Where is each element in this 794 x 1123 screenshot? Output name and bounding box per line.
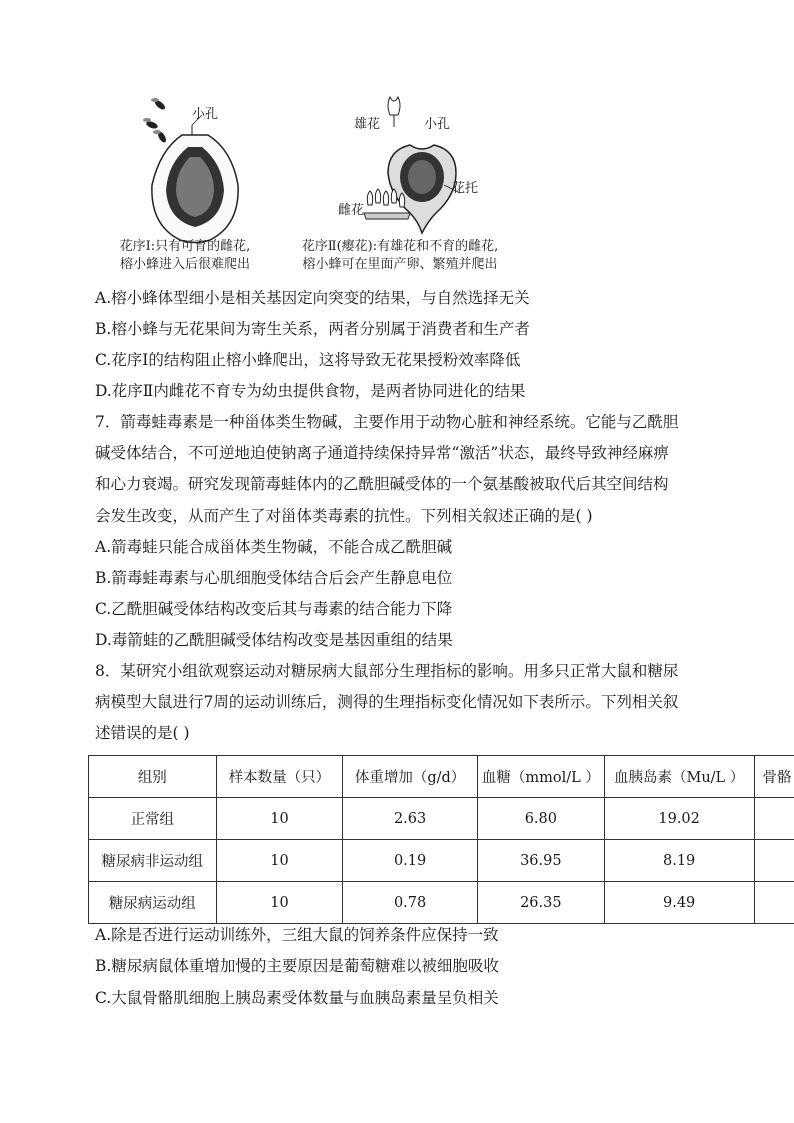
- q6-option-b: B.榕小蜂与无花果间为寄生关系，两者分别属于消费者和生产者: [95, 320, 530, 338]
- table-header-cell: 组别: [89, 756, 217, 798]
- female-flower-label: 雌花: [338, 203, 365, 218]
- figure-2-caption: [290, 238, 510, 274]
- table-cell: 糖尿病非运动组: [89, 840, 217, 882]
- q8-option-b: B.糖尿病鼠体重增加慢的主要原因是葡萄糖难以被细胞吸收: [95, 957, 499, 975]
- caption-line: 花序Ⅱ(瘿花):有雄花和不育的雌花,: [301, 239, 499, 254]
- q7-option-c: C.乙酰胆碱受体结构改变后其与毒素的结合能力下降: [95, 600, 453, 618]
- q8-stem-line: 8．某研究小组欲观察运动对糖尿病大鼠部分生理指标的影响。用多只正常大鼠和糖尿: [95, 662, 679, 680]
- q8-option-c: C.大鼠骨骼肌细胞上胰岛素受体数量与血胰岛素量呈负相关: [95, 989, 499, 1007]
- q7-option-b: B.箭毒蛙毒素与心肌细胞受体结合后会产生静息电位: [95, 569, 453, 587]
- table-cell: [754, 798, 794, 840]
- male-flower-icon: [388, 97, 400, 127]
- table-header-cell: 骨骼: [754, 756, 794, 798]
- table-cell: 19.02: [604, 798, 754, 840]
- q7-stem-line: 和心力衰竭。研究发现箭毒蛙体内的乙酰胆碱受体的一个氨基酸被取代后其空间结构: [95, 475, 669, 493]
- q7-option-d: D.毒箭蛙的乙酰胆碱受体结构改变是基因重组的结果: [95, 631, 453, 649]
- table-cell: 糖尿病运动组: [89, 882, 217, 924]
- figure-inflorescence-1: [120, 95, 290, 245]
- figure-inflorescence-2: [340, 95, 520, 245]
- q7-stem-line: 会发生改变，从而产生了对甾体类毒素的抗性。下列相关叙述正确的是( ): [95, 507, 593, 525]
- q6-option-d: D.花序Ⅱ内雌花不育专为幼虫提供食物，是两者协同进化的结果: [95, 382, 526, 400]
- table-cell: 9.49: [604, 882, 754, 924]
- table-row: [89, 798, 794, 840]
- q8-option-a: A.除是否进行运动训练外，三组大鼠的饲养条件应保持一致: [95, 926, 499, 944]
- hole-label: 小孔: [192, 107, 219, 122]
- wasp-icon: [143, 98, 168, 144]
- q8-stem-line: 述错误的是( ): [95, 724, 190, 742]
- table-cell: [754, 840, 794, 882]
- q6-option-a: A.榕小蜂体型细小是相关基因定向突变的结果，与自然选择无关: [95, 289, 530, 307]
- results-table: [88, 755, 794, 924]
- table-header-cell: 样本数量（只）: [216, 756, 343, 798]
- table-cell: 10: [216, 840, 343, 882]
- table-cell: 36.95: [477, 840, 604, 882]
- receptacle-label: 花托: [452, 181, 479, 196]
- table-header-row: [89, 756, 794, 798]
- table-cell: [754, 882, 794, 924]
- table-cell: 6.80: [477, 798, 604, 840]
- q8-stem-line: 病模型大鼠进行7周的运动训练后，测得的生理指标变化情况如下表所示。下列相关叙: [95, 693, 679, 711]
- hole-label: 小孔: [424, 117, 451, 132]
- table-cell: 正常组: [89, 798, 217, 840]
- table-header-cell: 血糖（mmol/L ）: [477, 756, 604, 798]
- table-cell: 0.78: [343, 882, 478, 924]
- q7-option-a: A.箭毒蛙只能合成甾体类生物碱，不能合成乙酰胆碱: [95, 538, 453, 556]
- table-cell: 26.35: [477, 882, 604, 924]
- q6-option-c: C.花序Ⅰ的结构阻止榕小蜂爬出，这将导致无花果授粉效率降低: [95, 351, 521, 369]
- table-header-cell: 体重增加（g/d）: [343, 756, 478, 798]
- table-header-cell: 血胰岛素（Mu/L ）: [604, 756, 754, 798]
- caption-line: 榕小蜂进入后很难爬出: [119, 257, 250, 272]
- table-cell: 2.63: [343, 798, 478, 840]
- table-cell: 10: [216, 882, 343, 924]
- table-cell: 0.19: [343, 840, 478, 882]
- caption-line: 榕小蜂可在里面产卵、繁殖并爬出: [302, 257, 498, 272]
- table-cell: 8.19: [604, 840, 754, 882]
- table-cell: 10: [216, 798, 343, 840]
- figure-1-caption: [100, 238, 270, 274]
- q7-stem-line: 7．箭毒蛙毒素是一种甾体类生物碱，主要作用于动物心脏和神经系统。它能与乙酰胆: [95, 413, 679, 431]
- caption-line: 花序Ⅰ:只有可育的雌花,: [119, 239, 251, 254]
- table-row: [89, 840, 794, 882]
- q7-stem-line: 碱受体结合，不可逆地迫使钠离子通道持续保持异常“激活”状态，最终导致神经麻痹: [95, 444, 669, 462]
- table-row: [89, 882, 794, 924]
- male-flower-label: 雄花: [354, 117, 381, 132]
